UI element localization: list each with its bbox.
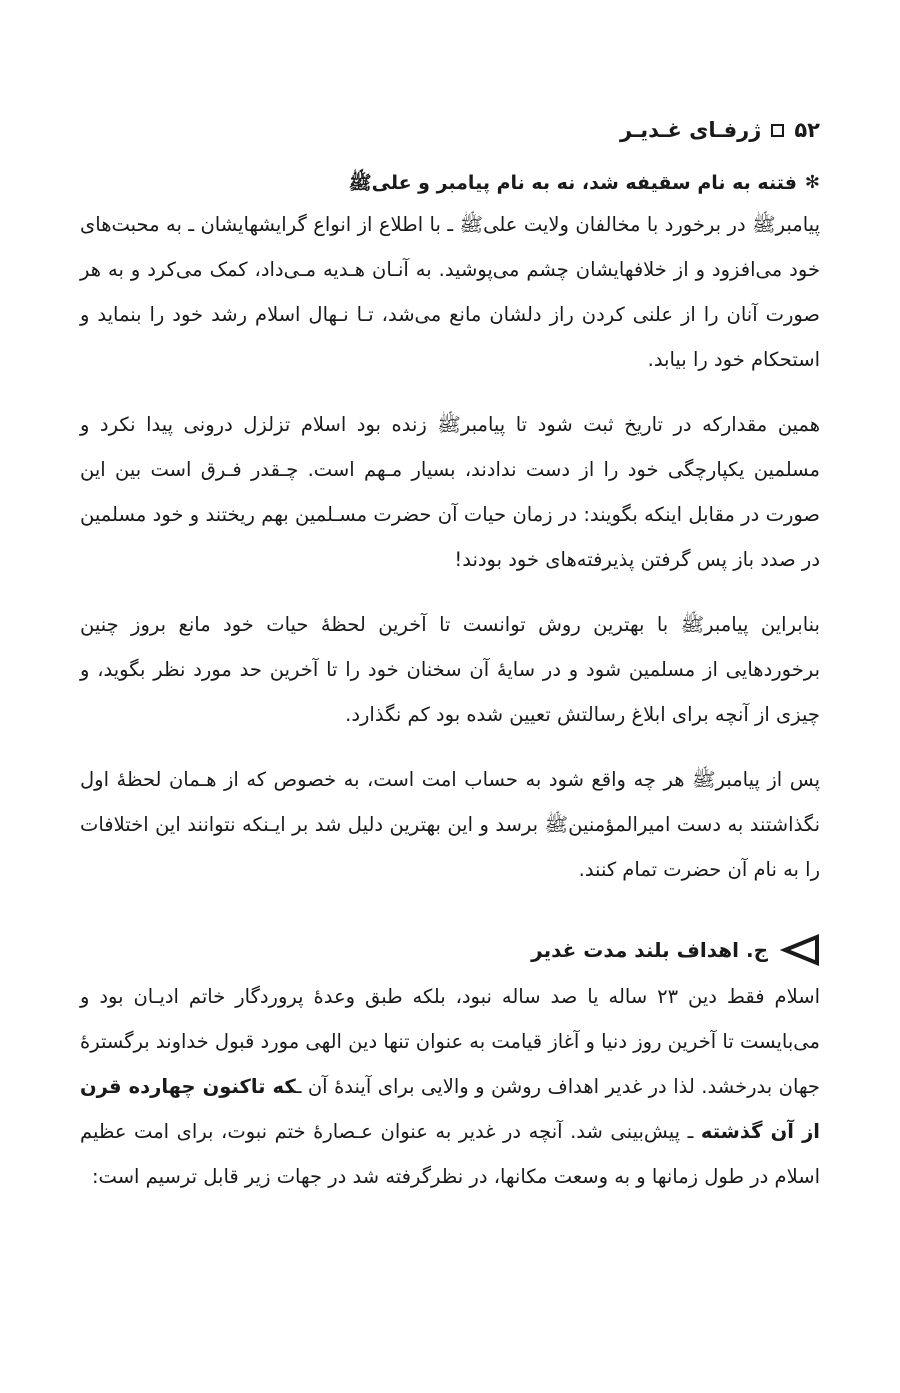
- section-text-start: اسلام فقط دین ۲۳ ساله یا صد ساله نبود، بلکه طبق وعدهٔ پروردگار خاتم ادیـان بود و می‌بایست تا آخرین روز دنیا و آغاز قیامت به عنوان تنها دین الهی مورد قبول خداوند برگسترهٔ جهان بدرخشد. لذا در غدیر اهداف روشن و والایی برای آیندهٔ آن ـ: [80, 985, 820, 1098]
- paragraph: پیامبرﷺ در برخورد با مخالفان ولایت علیﷺ ـ با اطلاع از انواع گرایشهایشان ـ به محبت‌های خود می‌افزود و از خلافهایشان چشم می‌پوشید. به آنـان هـدیه مـی‌داد، کمک می‌کرد و به هر صورت آنان را از علنی کردن راز دلشان مانع می‌شد، تـا نـهال اسلام رشد خود را بنماید و استحکام خود را بیابد.: [80, 213, 820, 371]
- running-header: [80, 110, 820, 150]
- subheading-text: فتنه به نام سقیفه شد، نه به نام پیامبر و علیﷺ: [348, 172, 797, 194]
- section-text-end: ـ پیش‌بینی شد. آنچه در غدیر به عنوان عـصارهٔ ختم نبوت، برای امت عظیم اسلام در طول زمانها و به وسعت مکانها، در نظرگرفته شد در جهات زیر قابل ترسیم است:: [80, 1120, 820, 1188]
- paragraph: پس از پیامبرﷺ هر چه واقع شود به حساب امت است، به خصوص که از هـمان لحظهٔ اول نگذاشتند به دست امیرالمؤمنینﷺ برسد و این بهترین دلیل شد بر ایـنکه نتوانند این اختلافات را به نام آن حضرت تمام کنند.: [80, 768, 820, 881]
- asterisk-icon: ✻: [804, 172, 820, 193]
- section-bold-phrase: که تاکنون چهارده قرن از آن گذشته: [80, 1075, 820, 1143]
- square-separator-icon: [771, 124, 784, 137]
- book-title: ژرفـای غـدیـر: [620, 118, 762, 142]
- section-heading: [80, 926, 820, 974]
- paragraph: بنابراین پیامبرﷺ با بهترین روش توانست تا آخرین لحظهٔ حیات خود مانع بروز چنین برخوردهایی از مسلمین شود و در سایهٔ آن سخنان خود را تا آخرین حد مورد نظر بگوید، و چیزی از آنچه برای ابلاغ رسالتش تعیین شده بود کم نگذارد.: [80, 613, 820, 726]
- page-number: ۵۲: [794, 118, 820, 142]
- section-paragraph: [80, 974, 820, 1199]
- book-page: [80, 110, 820, 1199]
- triangle-marker-icon: [780, 934, 820, 966]
- subheading: [80, 168, 820, 198]
- paragraph: همین مقدارکه در تاریخ ثبت شود تا پیامبرﷺ زنده بود اسلام تزلزل درونی پیدا نکرد و مسلمین یکپارچگی خود را از دست ندادند، بسیار مـهم است. چـقدر فـرق است بین این صورت در مقابل اینکه بگویند: در زمان حیات آن حضرت مسـلمین بهم ریختند و خود مسلمین در صدد باز پس گرفتن پذیرفته‌های خود بودند!: [80, 413, 820, 571]
- section-title: ج. اهداف بلند مدت غدیر: [531, 938, 768, 962]
